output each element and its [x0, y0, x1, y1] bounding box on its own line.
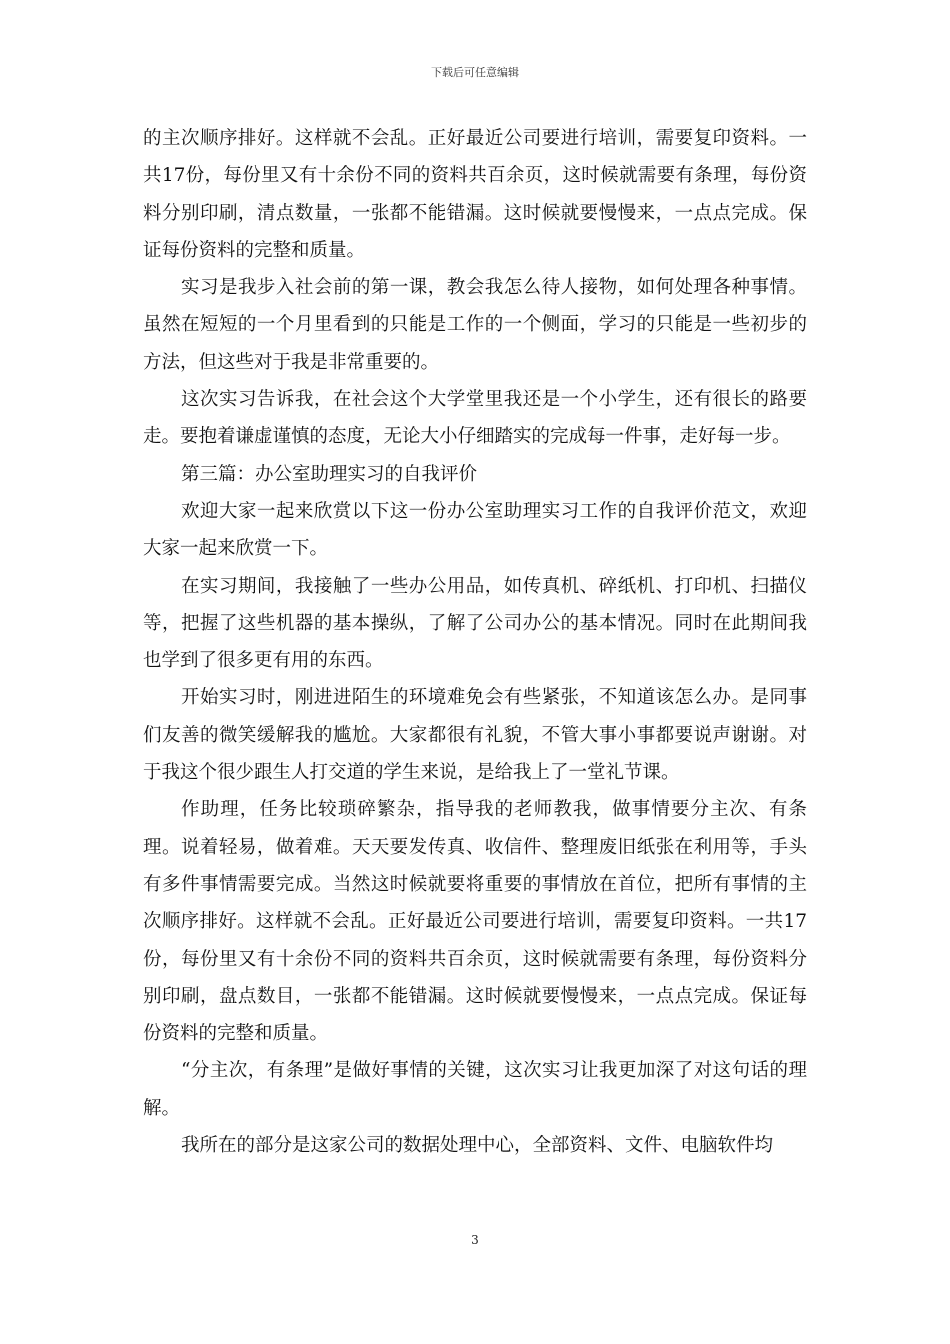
document-body [143, 120, 807, 1164]
page-header: 下载后可任意编辑 [431, 66, 519, 79]
paragraph-2: 实习是我步入社会前的第一课，教会我怎么待人接物，如何处理各种事情。虽然在短短的一个月里看到的只能是工作的一个侧面，学习的只能是一些初步的方法，但这些对于我是非常重要的。 [143, 277, 807, 373]
page-number: 3 [471, 1233, 479, 1247]
paragraph-7: 开始实习时，刚进进陌生的环境难免会有些紧张，不知道该怎么办。是同事们友善的微笑缓解我的尴尬。大家都很有礼貌，不管大事小事都要说声谢谢。对于我这个很少跟生人打交道的学生来说，是给我上了一堂礼节课。 [143, 687, 807, 784]
paragraph-1: 的主次顺序排好。这样就不会乱。正好最近公司要进行培训，需要复印资料。一共17份，每份里又有十余份不同的资料共百余页，这时候就需要有条理，每份资料分别印刷，清点数量，一张都不能错漏。这时候就要慢慢来，一点点完成。保证每份资料的完整和质量。 [143, 128, 807, 261]
paragraph-8: 作助理，任务比较琐碎繁杂，指导我的老师教我，做事情要分主次、有条理。说着轻易，做着难。天天要发传真、收信件、整理废旧纸张在利用等，手头有多件事情需要完成。当然这时候就要将重要的事情放在首位，把所有事情的主次顺序排好。这样就不会乱。正好最近公司要进行培训，需要复印资料。一共17份，每份里又有十余份不同的资料共百余页，这时候就需要有条理，每份资料分别印刷，盘点数目，一张都不能错漏。这时候就要慢慢来，一点点完成。保证每份资料的完整和质量。 [143, 799, 807, 1045]
section-heading: 第三篇：办公室助理实习的自我评价 [181, 463, 478, 485]
paragraph-6: 在实习期间，我接触了一些办公用品，如传真机、碎纸机、打印机、扫描仪等，把握了这些机器的基本操纵，了解了公司办公的基本情况。同时在此期间我也学到了很多更有用的东西。 [143, 575, 807, 672]
paragraph-9: “分主次，有条理”是做好事情的关键，这次实习让我更加深了对这句话的理解。 [143, 1060, 807, 1119]
paragraph-10: 我所在的部分是这家公司的数据处理中心，全部资料、文件、电脑软件均 [181, 1135, 774, 1157]
paragraph-5: 欢迎大家一起来欣赏以下这一份办公室助理实习工作的自我评价范文，欢迎大家一起来欣赏一下。 [143, 500, 807, 560]
paragraph-3: 这次实习告诉我，在社会这个大学堂里我还是一个小学生，还有很长的路要走。要抱着谦虚谨慎的态度，无论大小仔细踏实的完成每一件事，走好每一步。 [143, 389, 807, 448]
